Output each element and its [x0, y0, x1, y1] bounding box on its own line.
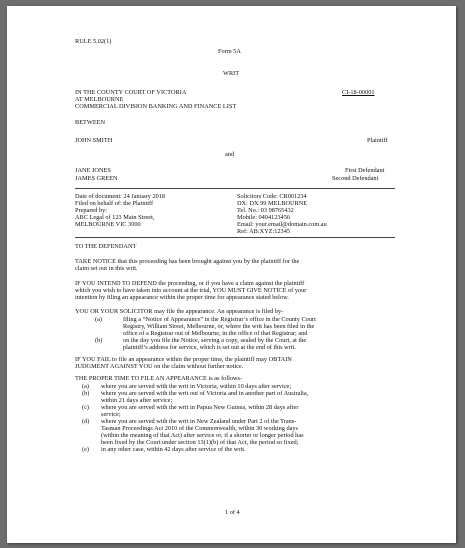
list-item-line: plaintiff’s address for service, which is set out at the end of this writ. — [123, 344, 296, 352]
prepared-by-label: Prepared by: — [75, 207, 107, 214]
paragraph-solicitor: YOU OR YOUR SOLICITOR may file the appearance. An appearance is filed by- — [75, 308, 284, 315]
list-item-line: where you are served with the writ in Papua New Guinea, within 28 days after — [101, 404, 299, 411]
list-item-label: (c) — [82, 404, 89, 411]
paragraph-line: intention by filing an appearance within the proper time for appearance stated below. — [75, 294, 289, 302]
telephone-number: Tel. No.: 03 98765432 — [237, 207, 294, 214]
paragraph-line: JUDGMENT AGAINST YOU on the claim without further notice. — [75, 363, 244, 371]
list-item — [101, 418, 304, 446]
list-item-line: Tasman Proceedings Act 2010 of the Commonwealth, within 30 working days — [101, 425, 299, 433]
firm-address: MELBOURNE VIC 3000 — [75, 221, 141, 228]
list-item-label: (d) — [82, 418, 90, 425]
list-item — [123, 316, 316, 337]
email-address: Email: your.email@domain.com.au — [237, 221, 327, 228]
between-label: BETWEEN — [75, 119, 106, 126]
plaintiff-role: Plaintiff — [367, 137, 388, 144]
list-item — [101, 390, 308, 404]
solicitors-code: Solicitors Code: CR001234 — [237, 193, 307, 200]
divider-bottom — [75, 237, 395, 238]
paragraph-line: IF YOU INTEND TO DEFEND the proceeding, or if you have a claim against the plaintiff — [75, 280, 305, 287]
list-item — [101, 404, 298, 418]
plaintiff-name: JOHN SMITH — [75, 137, 113, 144]
list-item-line: where you are served with the writ in New Zealand under Part 2 of the Trans- — [101, 418, 297, 425]
paragraph-intend-to-defend — [75, 280, 306, 301]
paragraph-line: which you wish to have taken into account at the trial, YOU MUST GIVE NOTICE of your — [75, 287, 307, 295]
defendant1-name: JANE JONES — [75, 167, 111, 174]
divider-top — [75, 188, 395, 189]
court-location: AT MELBOURNE — [75, 96, 124, 103]
list-item-label: (b) — [95, 337, 103, 344]
list-item-line: where you are served with the writ in Victoria, within 10 days after service; — [101, 383, 292, 390]
list-item-label: (a) — [82, 383, 89, 390]
defendant2-role: Second Defendant — [332, 175, 379, 182]
paragraph-line: IF YOU FAIL to file an appearance within the proper time, the plaintiff may OBTAIN — [75, 356, 292, 363]
list-item — [101, 446, 246, 453]
firm-name: ABC Legal of 123 Main Street, — [75, 214, 155, 221]
defendant1-role: First Defendant — [345, 167, 385, 174]
paragraph-line: TAKE NOTICE that this proceeding has been brought against you by the plaintiff for the — [75, 258, 300, 265]
list-item-line: been fixed by the Court under section 13(1)(b) of that Act, the period so fixed; — [101, 439, 299, 447]
list-item-line: (within the meaning of that Act) after service or, if a shorter or longer period has — [101, 432, 304, 440]
list-item-line: within 21 days after service; — [101, 397, 173, 405]
filed-on-behalf: Filed on behalf of: the Plaintiff — [75, 200, 154, 207]
paragraph-if-you-fail — [75, 356, 292, 370]
list-item-label: (e) — [82, 446, 89, 453]
defendant2-name: JAMES GREEN — [75, 175, 118, 182]
court-division: COMMERCIAL DIVISION BANKING AND FINANCE LIST — [75, 103, 237, 110]
document-date: Date of document: 24 January 2018 — [75, 193, 166, 200]
list-item-line: where you are served with the writ out of Victoria and in another part of Australia, — [101, 390, 309, 397]
page-number: 1 of 4 — [225, 509, 240, 516]
list-item-line: office of a Registrar out of Melbourne, in the office of that Registrar; and — [123, 330, 308, 338]
paragraph-proper-time: THE PROPER TIME TO FILE AN APPEARANCE is as follows- — [75, 375, 243, 382]
document-page — [7, 6, 456, 543]
case-number: CI-18-00001 — [342, 89, 375, 96]
list-item-line: Registry, William Street, Melbourne, or, where the writ has been filed in the — [123, 323, 315, 331]
dx-number: DX: DX 99 MELBOURNE — [237, 200, 308, 207]
list-item-line: on the day you file the Notice, serving a copy, sealed by the Court, at the — [123, 337, 307, 344]
paragraph-take-notice — [75, 258, 299, 272]
form-number: Form 5A — [218, 48, 241, 55]
to-defendant-heading: TO THE DEFENDANT — [75, 243, 137, 250]
list-item-line: in any other case, within 42 days after service of the writ. — [101, 446, 246, 453]
list-item-line: service; — [101, 411, 121, 419]
reference: Ref: AB:XYZ:12345 — [237, 228, 290, 235]
mobile-number: Mobile: 0404123456 — [237, 214, 290, 221]
rule-reference: RULE 5.02(1) — [75, 38, 112, 45]
writ-heading: WRIT — [223, 70, 240, 77]
paragraph-line: claim set out in this writ. — [75, 265, 138, 273]
court-name: IN THE COUNTY COURT OF VICTORIA — [75, 89, 187, 96]
list-item — [123, 337, 306, 351]
and-label: and — [225, 151, 235, 158]
list-item-label: (b) — [82, 390, 90, 397]
list-item-label: (a) — [95, 316, 102, 323]
list-item-line: filing a “Notice of Appearance” in the Registrar’s office in the County Court — [123, 316, 316, 323]
